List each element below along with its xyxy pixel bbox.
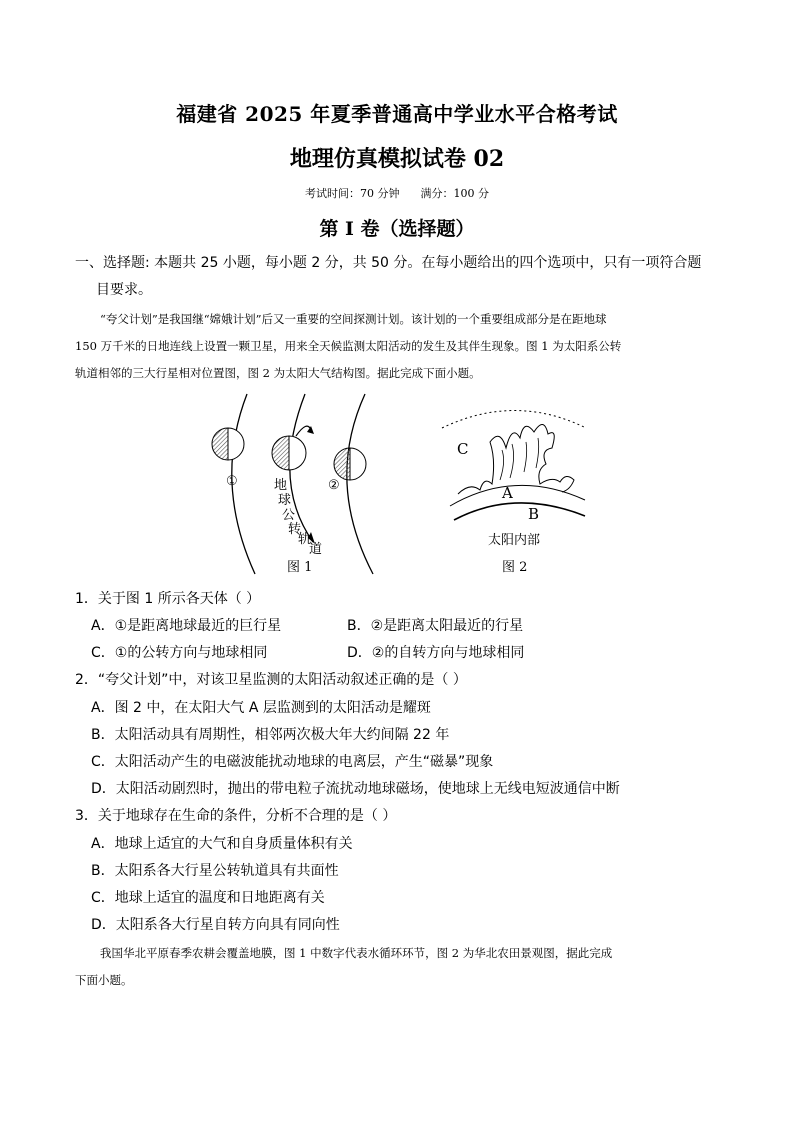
figure2-label-b: B <box>528 505 540 523</box>
planet-1 <box>212 428 244 460</box>
exam-title: 福建省 2025 年夏季普通高中学业水平合格考试 <box>176 102 618 126</box>
instructions-line2: 目要求。 <box>96 282 152 298</box>
question-1-option-b[interactable]: B．②是距离太阳最近的行星 <box>347 618 524 634</box>
orbit-char-4: 转 <box>288 522 302 537</box>
orbit-2 <box>347 394 373 574</box>
corona-boundary <box>442 411 586 429</box>
question-3-stem: 3．关于地球存在生命的条件，分析不合理的是（ ） <box>75 808 397 824</box>
question-2-option-c[interactable]: C．太阳活动产生的电磁波能扰动地球的电离层，产生“磁暴”现象 <box>91 754 494 770</box>
question-1-stem: 1．关于图 1 所示各天体（ ） <box>75 591 261 607</box>
material2-line2: 下面小题。 <box>75 973 133 987</box>
question-1-option-d[interactable]: D．②的自转方向与地球相同 <box>347 645 525 661</box>
orbit-char-6: 道 <box>309 542 323 557</box>
figure2-label-c: C <box>457 440 469 458</box>
exam-info: 考试时间：70 分钟 满分：100 分 <box>305 187 489 200</box>
prominence-outline <box>458 424 574 494</box>
material1-line3: 轨道相邻的三大行星相对位置图，图 2 为太阳大气结构图。据此完成下面小题。 <box>75 366 481 380</box>
question-3-option-a[interactable]: A．地球上适宜的大气和自身质量体积有关 <box>91 836 353 852</box>
solar-atmosphere-diagram <box>440 398 590 548</box>
orbit-char-1: 地 <box>274 478 288 493</box>
sun-surface <box>454 503 585 520</box>
figure2-interior-label: 太阳内部 <box>488 533 541 548</box>
section-title: 第 I 卷（选择题） <box>319 218 475 240</box>
question-1-option-a[interactable]: A．①是距离地球最近的巨行星 <box>91 618 282 634</box>
orbit-char-3: 公 <box>282 508 296 523</box>
question-2-option-a[interactable]: A．图 2 中，在太阳大气 A 层监测到的太阳活动是耀斑 <box>91 700 431 716</box>
material1-line1: “夸父计划”是我国继“嫦娥计划”后又一重要的空间探测计划。该计划的一个重要组成部分是在距地球 <box>100 312 607 326</box>
paper-subtitle: 地理仿真模拟试卷 02 <box>289 146 505 172</box>
question-3-option-d[interactable]: D．太阳系各大行星自转方向具有同向性 <box>91 917 340 933</box>
orbit-char-2: 球 <box>278 493 292 508</box>
orbit-char-5: 轨 <box>298 532 312 547</box>
instructions-line1: 一、选择题: 本题共 25 小题，每小题 2 分，共 50 分。在每小题给出的四个选项中，只有一项符合题 <box>75 255 702 271</box>
figure1-label-1: ① <box>226 474 238 489</box>
question-2-option-b[interactable]: B．太阳活动具有周期性，相邻两次极大年大约间隔 22 年 <box>91 727 450 743</box>
material2-line1: 我国华北平原春季农耕会覆盖地膜，图 1 中数字代表水循环环节，图 2 为华北农田景观图，据此完成 <box>100 946 613 960</box>
figure-1 <box>195 392 395 577</box>
figure2-caption: 图 2 <box>502 560 528 575</box>
prominence-detail <box>500 438 539 480</box>
figure2-label-a: A <box>502 484 513 502</box>
material1-line2: 150 万千米的日地连线上设置一颗卫星，用来全天候监测太阳活动的发生及其伴生现象。图 1 为太阳系公转 <box>75 339 622 353</box>
question-2-option-d[interactable]: D．太阳活动剧烈时，抛出的带电粒子流扰动地球磁场，使地球上无线电短波通信中断 <box>91 781 620 797</box>
question-2-stem: 2．“夸父计划”中，对该卫星监测的太阳活动叙述正确的是（ ） <box>75 672 467 688</box>
question-3-option-b[interactable]: B．太阳系各大行星公转轨道具有共面性 <box>91 863 339 879</box>
planet-orbits-diagram <box>195 392 395 577</box>
planet-2 <box>334 448 366 480</box>
figure1-label-2: ② <box>328 478 340 493</box>
question-3-option-c[interactable]: C．地球上适宜的温度和日地距离有关 <box>91 890 325 906</box>
figure-2 <box>440 398 590 578</box>
question-1-option-c[interactable]: C．①的公转方向与地球相同 <box>91 645 268 661</box>
figure1-caption: 图 1 <box>287 560 313 575</box>
